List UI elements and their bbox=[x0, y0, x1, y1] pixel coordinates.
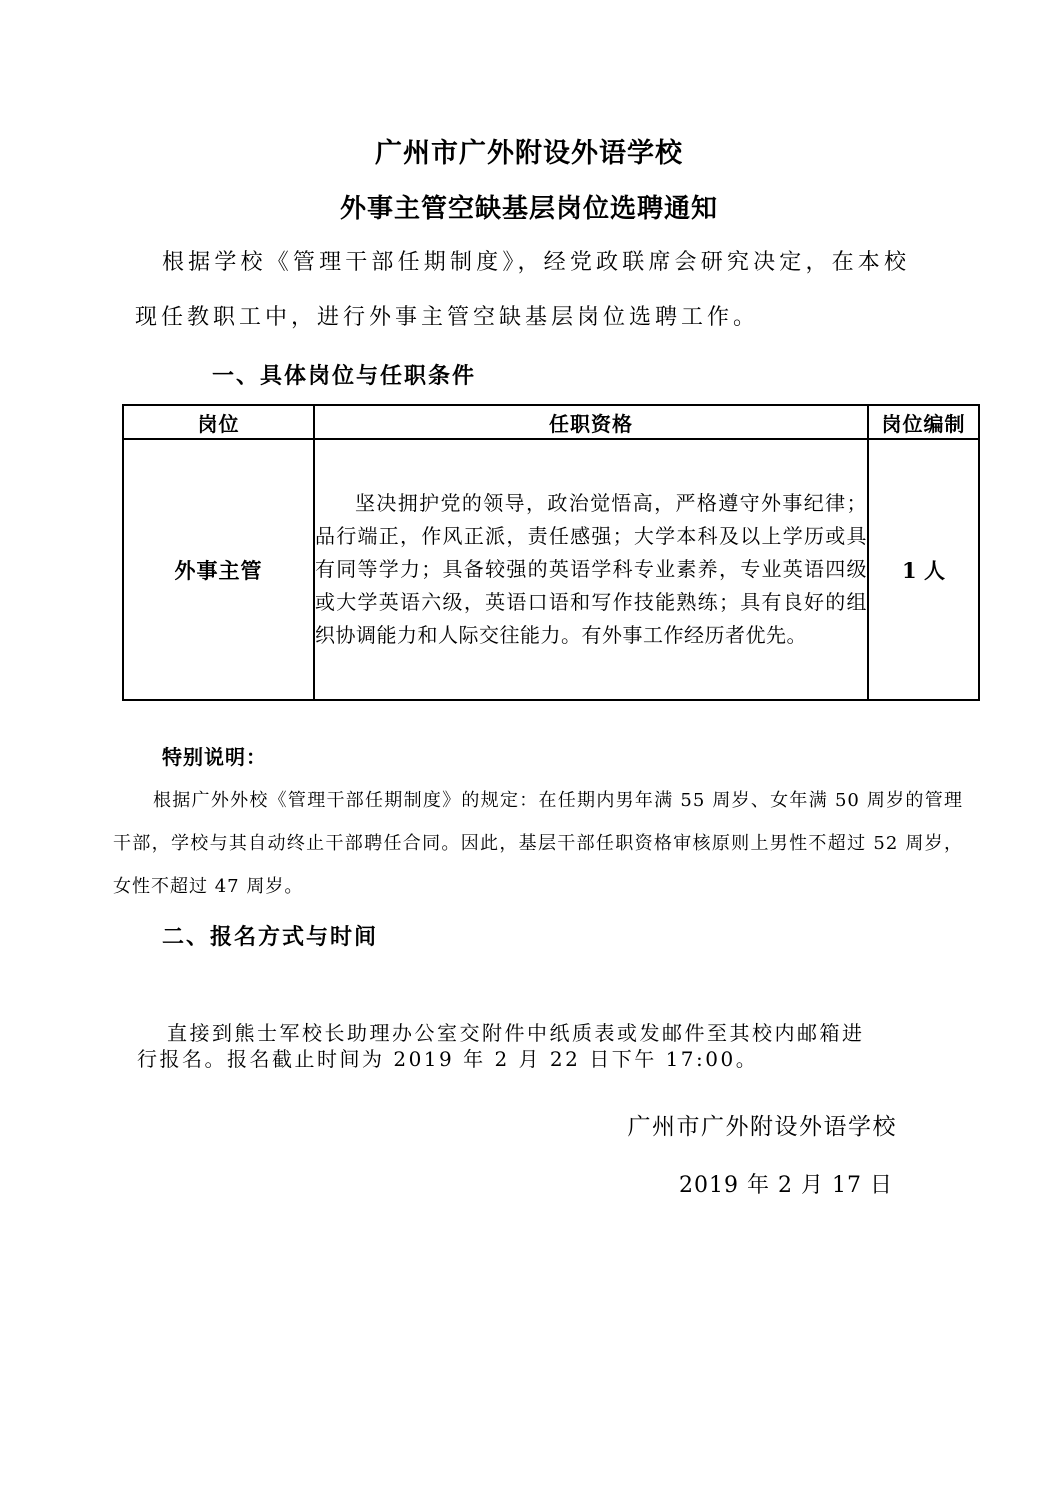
column-header-headcount: 岗位编制 bbox=[868, 405, 979, 439]
document-title-line-1: 广州市广外附设外语学校 bbox=[375, 138, 683, 169]
column-header-position: 岗位 bbox=[123, 405, 314, 439]
signature-date: 2019 年 2 月 17 日 bbox=[679, 1173, 893, 1198]
table-header-row bbox=[123, 405, 979, 439]
qualifications-cell bbox=[314, 439, 868, 700]
special-note-label: 特别说明： bbox=[162, 745, 267, 769]
table-row bbox=[123, 439, 979, 700]
section-1-heading: 一、具体岗位与任职条件 bbox=[212, 363, 477, 389]
document-title-line-2: 外事主管空缺基层岗位选聘通知 bbox=[339, 194, 718, 224]
intro-paragraph: 根据学校《管理干部任期制度》，经党政联席会研究决定，在本校现任教职工中，进行外事主管空缺基层岗位选聘工作。 bbox=[135, 250, 910, 330]
special-note-paragraph: 根据广外外校《管理干部任期制度》的规定：在任期内男年满 55 周岁、女年满 50 周岁的管理干部，学校与其自动终止干部聘任合同。因此，基层干部任职资格审核原则上男性不超过 52 周岁，女性不超过 47 周岁。 bbox=[113, 790, 963, 897]
signature-school-name: 广州市广外附设外语学校 bbox=[627, 1114, 897, 1140]
position-cell: 外事主管 bbox=[123, 439, 314, 700]
position-table bbox=[122, 404, 980, 701]
section-2-heading: 二、报名方式与时间 bbox=[162, 924, 379, 950]
application-paragraph: 直接到熊士军校长助理办公室交附件中纸质表或发邮件至其校内邮箱进行报名。报名截止时间为 2019 年 2 月 22 日下午 17:00。 bbox=[137, 1021, 865, 1071]
headcount-cell: 1 人 bbox=[868, 439, 979, 700]
column-header-qualifications: 任职资格 bbox=[314, 405, 868, 439]
qualifications-text: 坚决拥护党的领导，政治觉悟高，严格遵守外事纪律；品行端正，作风正派，责任感强；大学本科及以上学历或具有同等学力；具备较强的英语学科专业素养，专业英语四级或大学英语六级，英语口语和写作技能熟练；具有良好的组织协调能力和人际交往能力。有外事工作经历者优先。 bbox=[315, 491, 867, 647]
